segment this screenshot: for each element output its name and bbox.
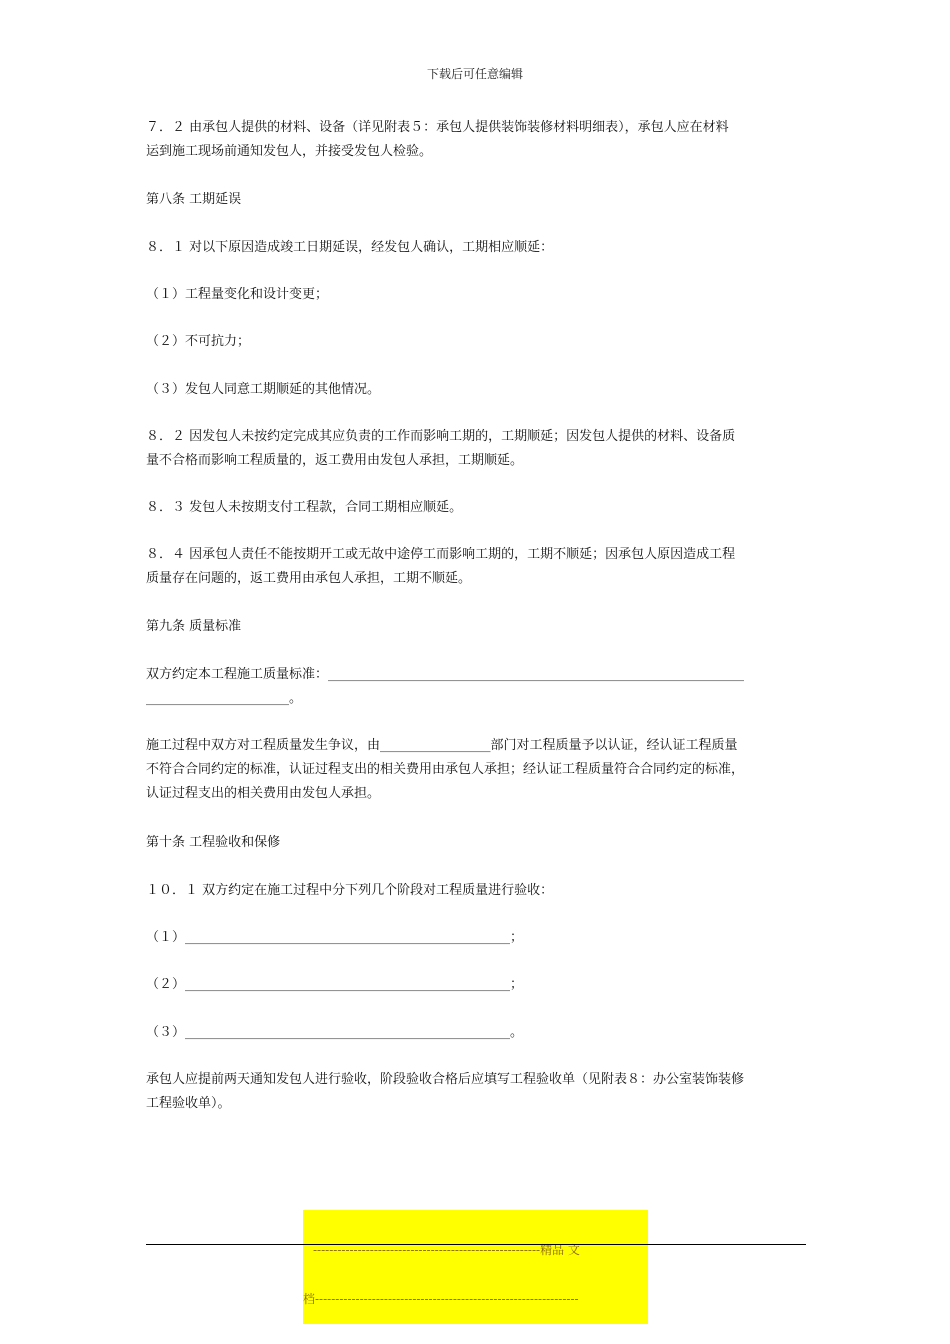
paragraph-line: 第八条 工期延误 xyxy=(146,192,242,207)
paragraph xyxy=(146,926,806,950)
paragraph xyxy=(146,1068,806,1116)
paragraph xyxy=(146,831,806,855)
paragraph xyxy=(146,425,806,473)
paragraph xyxy=(146,1021,806,1045)
footer-line-1: --------------------------------------------------------精品 文 xyxy=(313,1243,580,1257)
paragraph xyxy=(146,283,806,307)
paragraph-line: 第九条 质量标准 xyxy=(146,619,242,634)
paragraph xyxy=(146,543,806,591)
paragraph-line: 量不合格而影响工程质量的，返工费用由发包人承担，工期顺延。 xyxy=(146,453,524,468)
paragraph xyxy=(146,879,806,903)
page-header: 下载后可任意编辑 xyxy=(426,67,523,81)
paragraph-line: （１）__________________________________________________； xyxy=(146,930,524,945)
paragraph-line: ８．４ 因承包人责任不能按期开工或无故中途停工而影响工期的，工期不顺延；因承包人原因造成工程 xyxy=(146,547,736,562)
paragraph-line: 承包人应提前两天通知发包人进行验收，阶段验收合格后应填写工程验收单（见附表８：办公室装饰装修 xyxy=(146,1072,745,1087)
paragraph xyxy=(146,188,806,212)
paragraph xyxy=(146,734,806,806)
paragraph-line: １０．１ 双方约定在施工过程中分下列几个阶段对工程质量进行验收： xyxy=(146,883,554,898)
paragraph-line: ７．２ 由承包人提供的材料、设备（详见附表５：承包人提供装饰装修材料明细表），承包人应在材料 xyxy=(146,120,729,135)
footer-line-2: 档----------------------------------------------------------------- xyxy=(303,1292,579,1306)
paragraph-line: （２）__________________________________________________； xyxy=(146,977,524,992)
footer-rule xyxy=(146,1244,806,1245)
paragraph xyxy=(146,496,806,520)
paragraph-line: 第十条 工程验收和保修 xyxy=(146,835,281,850)
paragraph-line: 质量存在问题的，返工费用由承包人承担，工期不顺延。 xyxy=(146,571,472,586)
paragraph-line: 运到施工现场前通知发包人，并接受发包人检验。 xyxy=(146,144,433,159)
paragraph-line: ８．３ 发包人未按期支付工程款，合同工期相应顺延。 xyxy=(146,500,463,515)
paragraph-line: （３）__________________________________________________。 xyxy=(146,1025,524,1040)
paragraph xyxy=(146,236,806,260)
paragraph xyxy=(146,378,806,402)
paragraph xyxy=(146,330,806,354)
paragraph-line: 认证过程支出的相关费用由发包人承担。 xyxy=(146,786,381,801)
paragraph-line: ８．１ 对以下原因造成竣工日期延误，经发包人确认，工期相应顺延： xyxy=(146,240,554,255)
paragraph-line: （３）发包人同意工期顺延的其他情况。 xyxy=(146,382,381,397)
paragraph xyxy=(146,615,806,639)
paragraph xyxy=(146,116,806,164)
paragraph-line: 双方约定本工程施工质量标准：________________________________________________________________ xyxy=(146,667,745,682)
paragraph-line: ______________________。 xyxy=(146,691,303,706)
paragraph xyxy=(146,663,806,711)
paragraph-line: （１）工程量变化和设计变更； xyxy=(146,287,329,302)
paragraph-line: ８．２ 因发包人未按约定完成其应负责的工作而影响工期的，工期顺延；因发包人提供的材料、设备质 xyxy=(146,429,736,444)
footer-watermark xyxy=(303,1210,648,1324)
paragraph xyxy=(146,973,806,997)
paragraph-line: （２）不可抗力； xyxy=(146,334,251,349)
paragraph-line: 工程验收单）。 xyxy=(146,1096,231,1111)
paragraph-line: 施工过程中双方对工程质量发生争议，由_________________部门对工程质量予以认证，经认证工程质量 xyxy=(146,738,738,753)
paragraph-line: 不符合合同约定的标准，认证过程支出的相关费用由承包人承担；经认证工程质量符合合同约定的标准， xyxy=(146,762,745,777)
